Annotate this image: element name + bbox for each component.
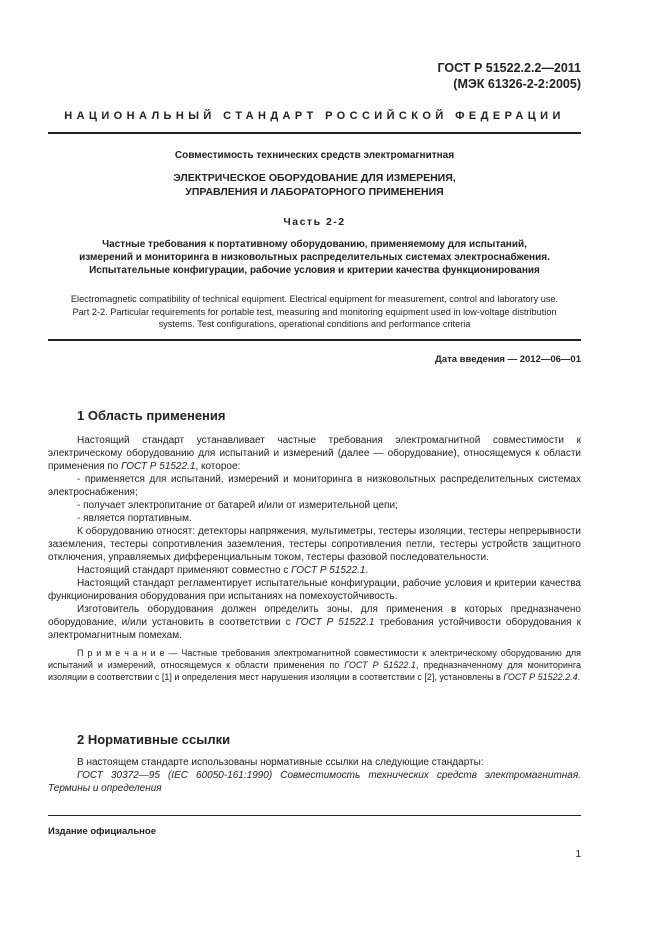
edition-label: Издание официальное (48, 826, 156, 837)
section-2-heading: 2 Нормативные ссылки (77, 732, 231, 747)
paragraph: К оборудованию относят: детекторы напряжения, мультиметры, тестеры изоляции, тестеры непрерывности заземления, тестеры сопротивления заземления, тестеры сопротивления петли, тестеры устройств защитного отключения, управляемых дифференциальным током, тестеры фазовой последовательности. (48, 526, 581, 563)
note-label: П р и м е ч а н и е (77, 648, 165, 658)
paragraph: Настоящий стандарт применяют совместно с ГОСТ Р 51522.1. (77, 565, 369, 576)
english-title-line: Part 2-2. Particular requirements for portable test, measuring and monitoring equipment used in low-voltage distribution (72, 306, 557, 317)
standard-reference: ГОСТ Р 51522.1 (344, 660, 416, 670)
list-item: - применяется для испытаний, измерений и мониторинга в низковольтных распределительных системах электроснабжения; (48, 474, 581, 498)
english-title-line: Electromagnetic compatibility of technical equipment. Electrical equipment for measurement, control and laboratory use. (70, 294, 559, 304)
normative-reference: ГОСТ 30372—95 (IEC 60050-161:1990) Совместимость технических средств электромагнитная. Термины и определения (48, 770, 581, 794)
standard-title-line: УПРАВЛЕНИЯ И ЛАБОРАТОРНОГО ПРИМЕНЕНИЯ (185, 185, 444, 198)
standard-subtitle-line: Испытательные конфигурации, рабочие условия и критерии качества функционирования (89, 265, 540, 276)
paragraph: В настоящем стандарте использованы нормативные ссылки на следующие стандарты: (77, 757, 484, 768)
standard-code-iec: (МЭК 61326-2-2:2005) (453, 77, 581, 91)
list-item: - является портативным. (77, 513, 192, 524)
english-title (48, 293, 581, 331)
standard-code-primary: ГОСТ Р 51522.2.2—2011 (437, 61, 581, 75)
header-divider (48, 132, 581, 134)
note: П р и м е ч а н и е — Частные требования электромагнитной совместимости к электрическому оборудованию для испытаний и измерений, относящемуся к области применения по ГОСТ Р 51522.1, предназначенному для мониторинга изоляции в соответствии с [1] и определения мест нарушения изоляции в соответствии с [2], установлены в ГОСТ Р 51522.2.4. (48, 648, 581, 682)
national-standard-banner: НАЦИОНАЛЬНЫЙ СТАНДАРТ РОССИЙСКОЙ ФЕДЕРАЦИИ (64, 110, 565, 122)
standard-title-line: ЭЛЕКТРИЧЕСКОЕ ОБОРУДОВАНИЕ ДЛЯ ИЗМЕРЕНИЯ, (173, 172, 456, 184)
standard-reference: ГОСТ Р 51522.1 (295, 617, 375, 628)
standard-code (437, 60, 581, 92)
list-item: - получает электропитание от батарей и/или от измерительной цепи; (77, 500, 398, 511)
paragraph: Изготовитель оборудования должен определить зоны, для применения в которых предназначено оборудование, и/или установить в соответствии с ГОСТ Р 51522.1 требования устойчивости оборудования к электромагнитным помехам. (48, 604, 581, 641)
title-divider (48, 339, 581, 341)
standard-part: Часть 2-2 (283, 216, 346, 228)
standard-subtitle-line: измерений и мониторинга в низковольтных распределительных системах электроснабжения. (79, 252, 550, 263)
page-number: 1 (575, 849, 581, 860)
standard-group: Совместимость технических средств электромагнитная (174, 150, 455, 161)
standard-reference: ГОСТ Р 51522.2.4 (503, 672, 578, 682)
english-title-line: systems. Test configurations, operational conditions and performance criteria (158, 319, 471, 330)
standard-reference: ГОСТ Р 51522.1 (291, 565, 366, 576)
standard-reference: ГОСТ Р 51522.1 (121, 461, 196, 472)
paragraph: Настоящий стандарт устанавливает частные требования электромагнитной совместимости к электрическому оборудованию для испытаний и измерений (далее — оборудование), относящемуся к области применения по ГОСТ Р 51522.1, которое: (48, 435, 581, 472)
footer-divider (48, 815, 581, 816)
section-2-body (48, 756, 581, 795)
standard-subtitle (48, 238, 581, 277)
standard-title (48, 172, 581, 199)
paragraph: Настоящий стандарт регламентирует испытательные конфигурации, рабочие условия и критерии качества функционирования оборудования при испытаниях на помехоустойчивость. (48, 578, 581, 602)
section-1-heading: 1 Область применения (77, 408, 226, 423)
standard-subtitle-line: Частные требования к портативному оборудованию, применяемому для испытаний, (102, 239, 527, 250)
introduction-date: Дата введения — 2012—06—01 (435, 354, 581, 365)
section-1-body (48, 434, 581, 683)
